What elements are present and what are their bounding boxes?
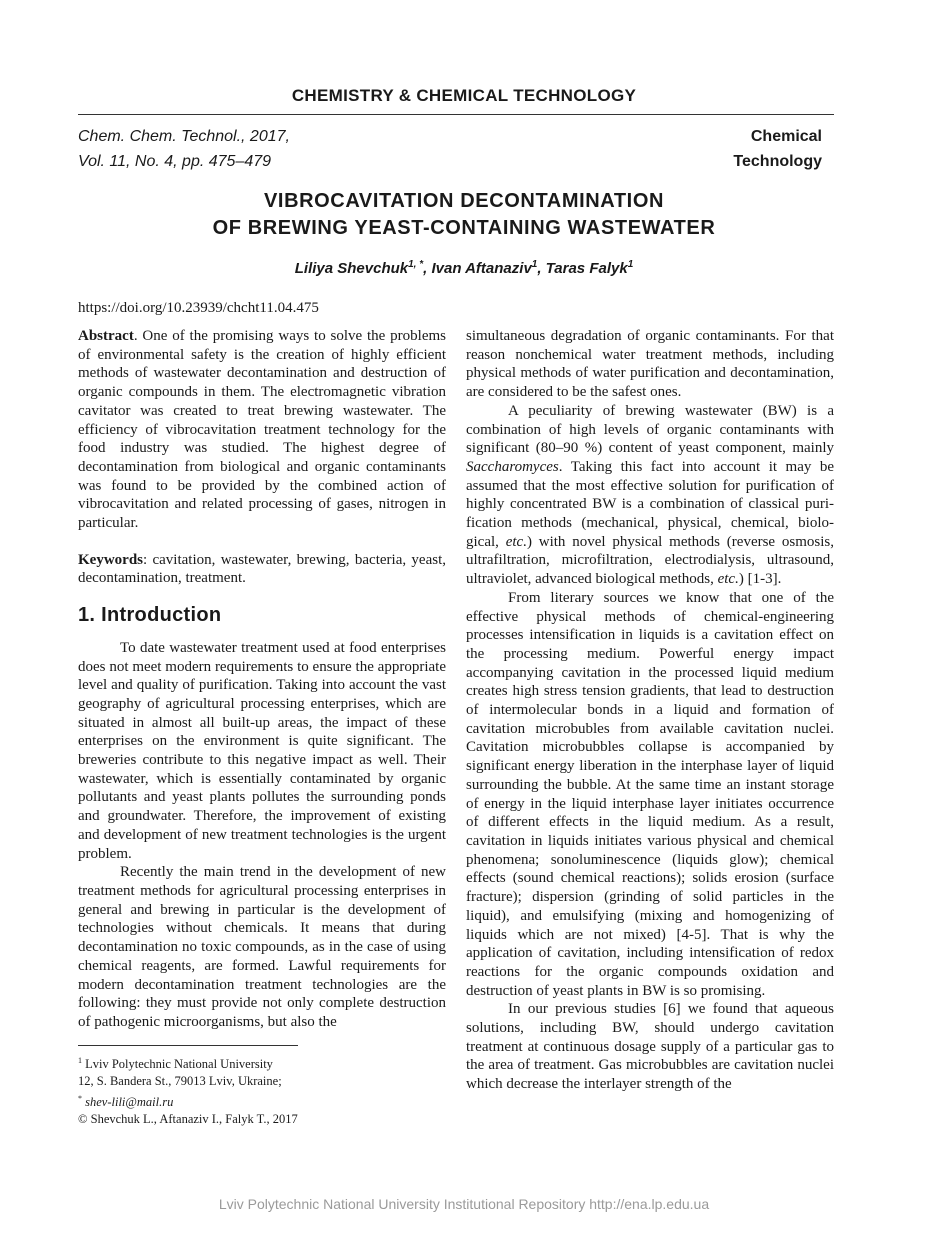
author-1-affiliation: 1, *	[408, 259, 424, 270]
footnote-line-1: Lviv Polytechnic National University	[82, 1057, 273, 1072]
citation-line-1: Chem. Chem. Technol., 2017,	[78, 128, 290, 145]
series-line-2: Technology	[733, 153, 822, 170]
author-2-affiliation: 1	[531, 259, 538, 270]
p2-italic-saccharomyces: Saccharomyces	[466, 458, 559, 475]
p2-text-b: . Taking this fact into account it may be assumed that the most effective solution for purification of highly concentrated BW is a combination of classical puri-fication methods (mechanical, physical, chemical, biolo-gical,	[466, 458, 834, 550]
footnote-rule	[78, 1045, 298, 1046]
footnote-sup-star: *	[78, 1094, 82, 1104]
article-title	[0, 188, 928, 242]
footnote-sup-1: 1	[78, 1056, 82, 1065]
keywords-text: : cavitation, wastewater, brewing, bacteria, yeast, decontamination, treatment.	[78, 551, 446, 587]
abstract	[78, 327, 446, 533]
intro-paragraph-1: To date wastewater treatment used at food enterprises does not meet modern requirements to ensure the appropriate level and quality of purification. Taking into account the vast geography of agricultural processing enterprises, which are situated in almost all built-up areas, the impact of these enterprises on the environment is quite significant. The breweries contribute to this negative impact as well. Their wastewater, which is essentially contaminated by organic pollutants and yeast plants pollutes the surrounding ponds and groundwater. Therefore, the improvement of existing and development of new treatment technologies is the urgent problem.	[78, 639, 446, 862]
title-line-2: OF BREWING YEAST-CONTAINING WASTEWATER	[212, 217, 716, 239]
author-1: Liliya Shevchuk	[294, 260, 409, 277]
footnote-email-line	[78, 1090, 298, 1111]
intro-paragraph-2: Recently the main trend in the development of new treatment methods for agricultural processing enterprises in general and brewing in particular is the development of technologies without chemicals. It means that during decontamination no toxic compounds, as in the case of using chemical reagents, are formed. Lawful requirements for modern decontamination treatment technologies are the following: they must provide not only complete destruction of pathogenic microorganisms, but also the	[78, 864, 446, 1030]
title-line-1: VIBROCAVITATION DECONTAMINATION	[263, 190, 665, 212]
right-paragraph-2	[466, 402, 834, 589]
right-paragraph-3: From literary sources we know that one of the effective physical methods of chemical-engineering processes intensification in liquids is a cavitation effect on the processing medium. Powerful energy impact accompanying cavitation in the processed liquid medium creates high stress tension gradients, that lead to destruction of intermolecular bonds in a liquid and formation of cavitation microbubles from available cavitation nuclei. Cavitation microbubbles collapse is accompanied by significant energy liberation in the interphase layer of liquid surrounding the bubble. At the same time an instant storage of energy in the liquid interphase layer initiates occurrence of different effects in the liquid medium. As a result, cavitation in liquids initiates various physical and chemical phenomena; sonoluminescence (liquids glow); chemical effects (sound chemical reactions); solids erosion (surface fracture); dispersion (grinding of solid particles in the liquid), and emulsifying (mixing and homogenizing of liquids which are not mixed) [4-5]. That is why the application of cavitation, including intensification of redox reactions for the organic compounds oxidation and destruction of yeast plants in BW is so promising.	[466, 589, 834, 999]
series-line-1: Chemical	[750, 128, 822, 145]
keywords	[78, 551, 446, 588]
right-column	[466, 327, 834, 1094]
citation-line-2: Vol. 11, No. 4, pp. 475–479	[78, 153, 272, 170]
footnote-copyright: © Shevchuk L., Aftanaziv I., Falyk T., 2017	[78, 1112, 298, 1127]
footnote-address: 12, S. Bandera St., 79013 Lviv, Ukraine;	[78, 1074, 282, 1089]
abstract-label: Abstract	[78, 328, 134, 344]
left-column	[78, 327, 446, 1032]
author-list	[0, 259, 928, 277]
p2-text-c: ) with novel physical methods (reverse osmosis, ultrafiltration, microfiltration, electrodialysis, ultrasound, ultraviolet, advanced biological methods,	[466, 533, 835, 588]
journal-header: CHEMISTRY & CHEMICAL TECHNOLOGY	[291, 86, 637, 105]
abstract-text: . One of the promising ways to solve the problems of environmental safety is the creation of highly efficient methods of wastewater decontamination and destruction of organic compounds in them. The electromagnetic vibration cavitator was created to treat brewing wastewater. The efficiency of vibrocavitation treatment technology for the food industry was studied. The highest degree of decontamination from biological and organic contaminants was found to be provided by the combined action of vibrocavitation and related processing of gases, nitrogen in particular.	[78, 328, 446, 532]
section-heading-introduction: 1. Introduction	[78, 604, 222, 627]
footnote-affiliation	[78, 1052, 298, 1073]
footnote-email[interactable]: shev-lili@mail.ru	[82, 1095, 174, 1110]
author-3: , Taras Falyk	[537, 260, 628, 277]
header-rule	[78, 114, 834, 115]
author-3-affiliation: 1	[627, 259, 634, 270]
repository-footer: Lviv Polytechnic National University Institutional Repository http://ena.lp.edu.ua	[218, 1196, 710, 1212]
series-block	[733, 124, 822, 174]
footnote	[78, 1052, 298, 1128]
keywords-label: Keywords	[78, 551, 143, 568]
right-paragraph-1: simultaneous degradation of organic contaminants. For that reason nonchemical water treatment methods, including physical methods of water purification and decontamination, are considered to be the safest ones.	[466, 328, 834, 401]
citation-block	[78, 124, 290, 174]
author-2: , Ivan Aftanaziv	[423, 260, 532, 277]
p2-italic-etc-1: etc.	[505, 533, 527, 550]
p2-italic-etc-2: etc.	[717, 571, 739, 588]
right-paragraph-4: In our previous studies [6] we found that aqueous solutions, including BW, should undergo cavitation treatment at continuous dosage supply of a particular gas to the area of treatment. Gas microbubbles are cavitation nuclei which decrease the interlayer strength of the	[466, 1001, 834, 1093]
doi-link[interactable]: https://doi.org/10.23939/chcht11.04.475	[78, 300, 319, 316]
p2-text-a: A peculiarity of brewing wastewater (BW) is a combination of high levels of organic contaminants with significant (80–90 %) content of yeast component, mainly	[466, 402, 834, 457]
p2-text-d: ) [1-3].	[738, 571, 782, 588]
